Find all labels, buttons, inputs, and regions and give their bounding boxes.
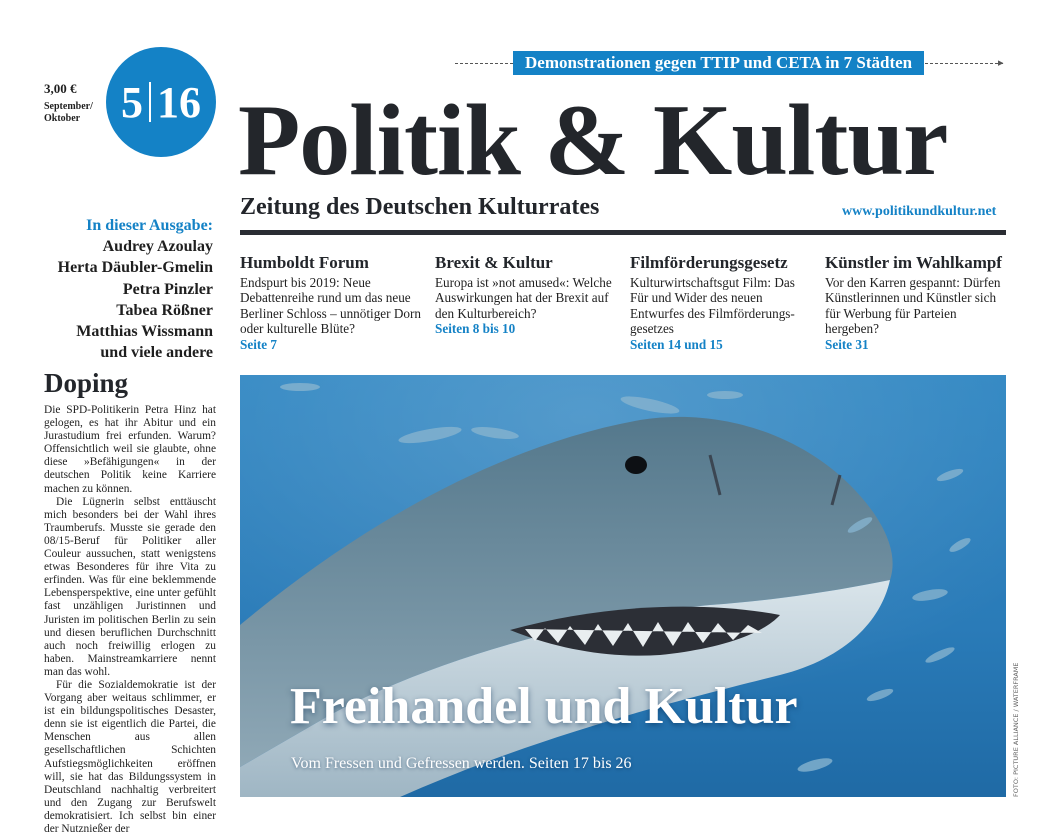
masthead-rule: [240, 230, 1006, 235]
website-link[interactable]: www.politikundkultur.net: [842, 204, 997, 219]
column-body: [44, 404, 216, 835]
masthead-title: Politik & Kultur: [238, 84, 948, 197]
contents-name: Matthias Wissmann: [76, 323, 213, 341]
issue-year: 16: [157, 77, 201, 127]
headline-banner[interactable]: Demonstrationen gegen TTIP und CETA in 7 Städten: [513, 51, 924, 75]
teaser-text: Endspurt bis 2019: Neue Debattenreihe rund um das neue Berliner Schloss – unnötiger Dorn oder kulturelle Blüte?: [240, 275, 421, 337]
column-paragraph: Die SPD-Politikerin Petra Hinz hat gelogen, es hat ihr Abitur und ein Jurastudium frei erfunden. Warum? Offensichtlich weil sie glaubte, ohne diese »Befähigungen« in der deutschen Politik keine Karriere machen zu können.: [44, 404, 216, 495]
teaser-page-link[interactable]: Seiten 14 und 15: [630, 336, 723, 352]
column-paragraph: Die Lügnerin selbst enttäuscht mich besonders bei der Wahl ihres Traumberufs. Musste sie gerade den 08/15-Beruf für Politiker aller Couleur aussuchen, statt wenigstens etwas Besonderes für ihre Vita zu erfinden. Was für eine beklemmende Lebensperspektive, eine unter gefühlt fast unzähligen Juristinnen und Juristen im politischen Berlin zu sein und diesen beruflichen Durchschnitt auch noch freiwillig erlogen zu haben. Mainstreamkarriere nennt man das wohl.: [44, 495, 216, 678]
contents-heading: In dieser Ausgabe:: [86, 217, 213, 234]
teaser-title: Filmförderungsgesetz: [630, 253, 788, 272]
issue-price: 3,00 €: [44, 81, 77, 96]
teaser-page-link[interactable]: Seite 7: [240, 336, 277, 352]
column-title: Doping: [44, 368, 129, 398]
column-paragraph: Für die Sozialdemokratie ist der Vorgang aber weitaus schlimmer, er ist ein bildungspolitisches Desaster, denn sie ist eigentlich die Partei, die Menschen aus allen gesellschaftlichen Schichten Aufstiegsmöglichkeiten eröffnen will, sie hat das Bildungssystem in Deutschland nachhaltig verbreitert und den Zugang zur Berufswelt demokratisiert. Ich selbst bin einer der Nutznießer der: [44, 678, 216, 835]
cover-subheadline: Vom Fressen und Gefressen werden. Seiten 17 bis 26: [291, 755, 632, 772]
teaser-text: Vor den Karren gespannt: Dürfen Künstlerinnen und Künstler sich für Werbung für Parteien hergeben?: [825, 275, 1001, 337]
issue-month-2: Oktober: [44, 113, 81, 124]
teaser-title: Brexit & Kultur: [435, 253, 553, 272]
masthead-subtitle: Zeitung des Deutschen Kulturrates: [240, 194, 600, 220]
teaser-page-link[interactable]: Seiten 8 bis 10: [435, 321, 516, 337]
teaser-title: Humboldt Forum: [240, 253, 369, 272]
contents-name: Herta Däubler-Gmelin: [57, 259, 213, 277]
teaser-text: Kulturwirtschaftsgut Film: Das Für und Wider des neuen Entwurfes des Filmförderungsgesetzes: [630, 275, 795, 337]
teaser-wahlkampf[interactable]: [825, 253, 1006, 353]
teaser-title: Künstler im Wahlkampf: [825, 253, 1002, 272]
contents-name: Audrey Azoulay: [102, 238, 213, 256]
contents-name: Petra Pinzler: [122, 280, 213, 298]
issue-month: September/: [44, 101, 93, 112]
teaser-brexit[interactable]: [435, 253, 620, 337]
teaser-filmfoerderung[interactable]: [630, 253, 810, 353]
teaser-page-link[interactable]: Seite 31: [825, 336, 869, 352]
cover-photo[interactable]: [240, 375, 1006, 797]
contents-name: und viele andere: [100, 344, 213, 362]
contents-name: Tabea Rößner: [116, 301, 213, 319]
teaser-humboldt-forum[interactable]: [240, 253, 425, 353]
teaser-text: Europa ist »not amused«: Welche Auswirkungen hat der Brexit auf den Kulturbereich?: [435, 275, 612, 321]
issue-number: 5: [121, 77, 143, 127]
arrow-right-icon: ▸: [998, 56, 1004, 69]
cover-headline: Freihandel und Kultur: [290, 678, 798, 735]
issue-separator: [149, 82, 151, 122]
issue-number-badge: [106, 47, 216, 157]
issue-contents: [40, 215, 213, 363]
photo-credit: FOTO: PICTURE ALLIANCE / WATERFRAME: [1012, 662, 1020, 797]
